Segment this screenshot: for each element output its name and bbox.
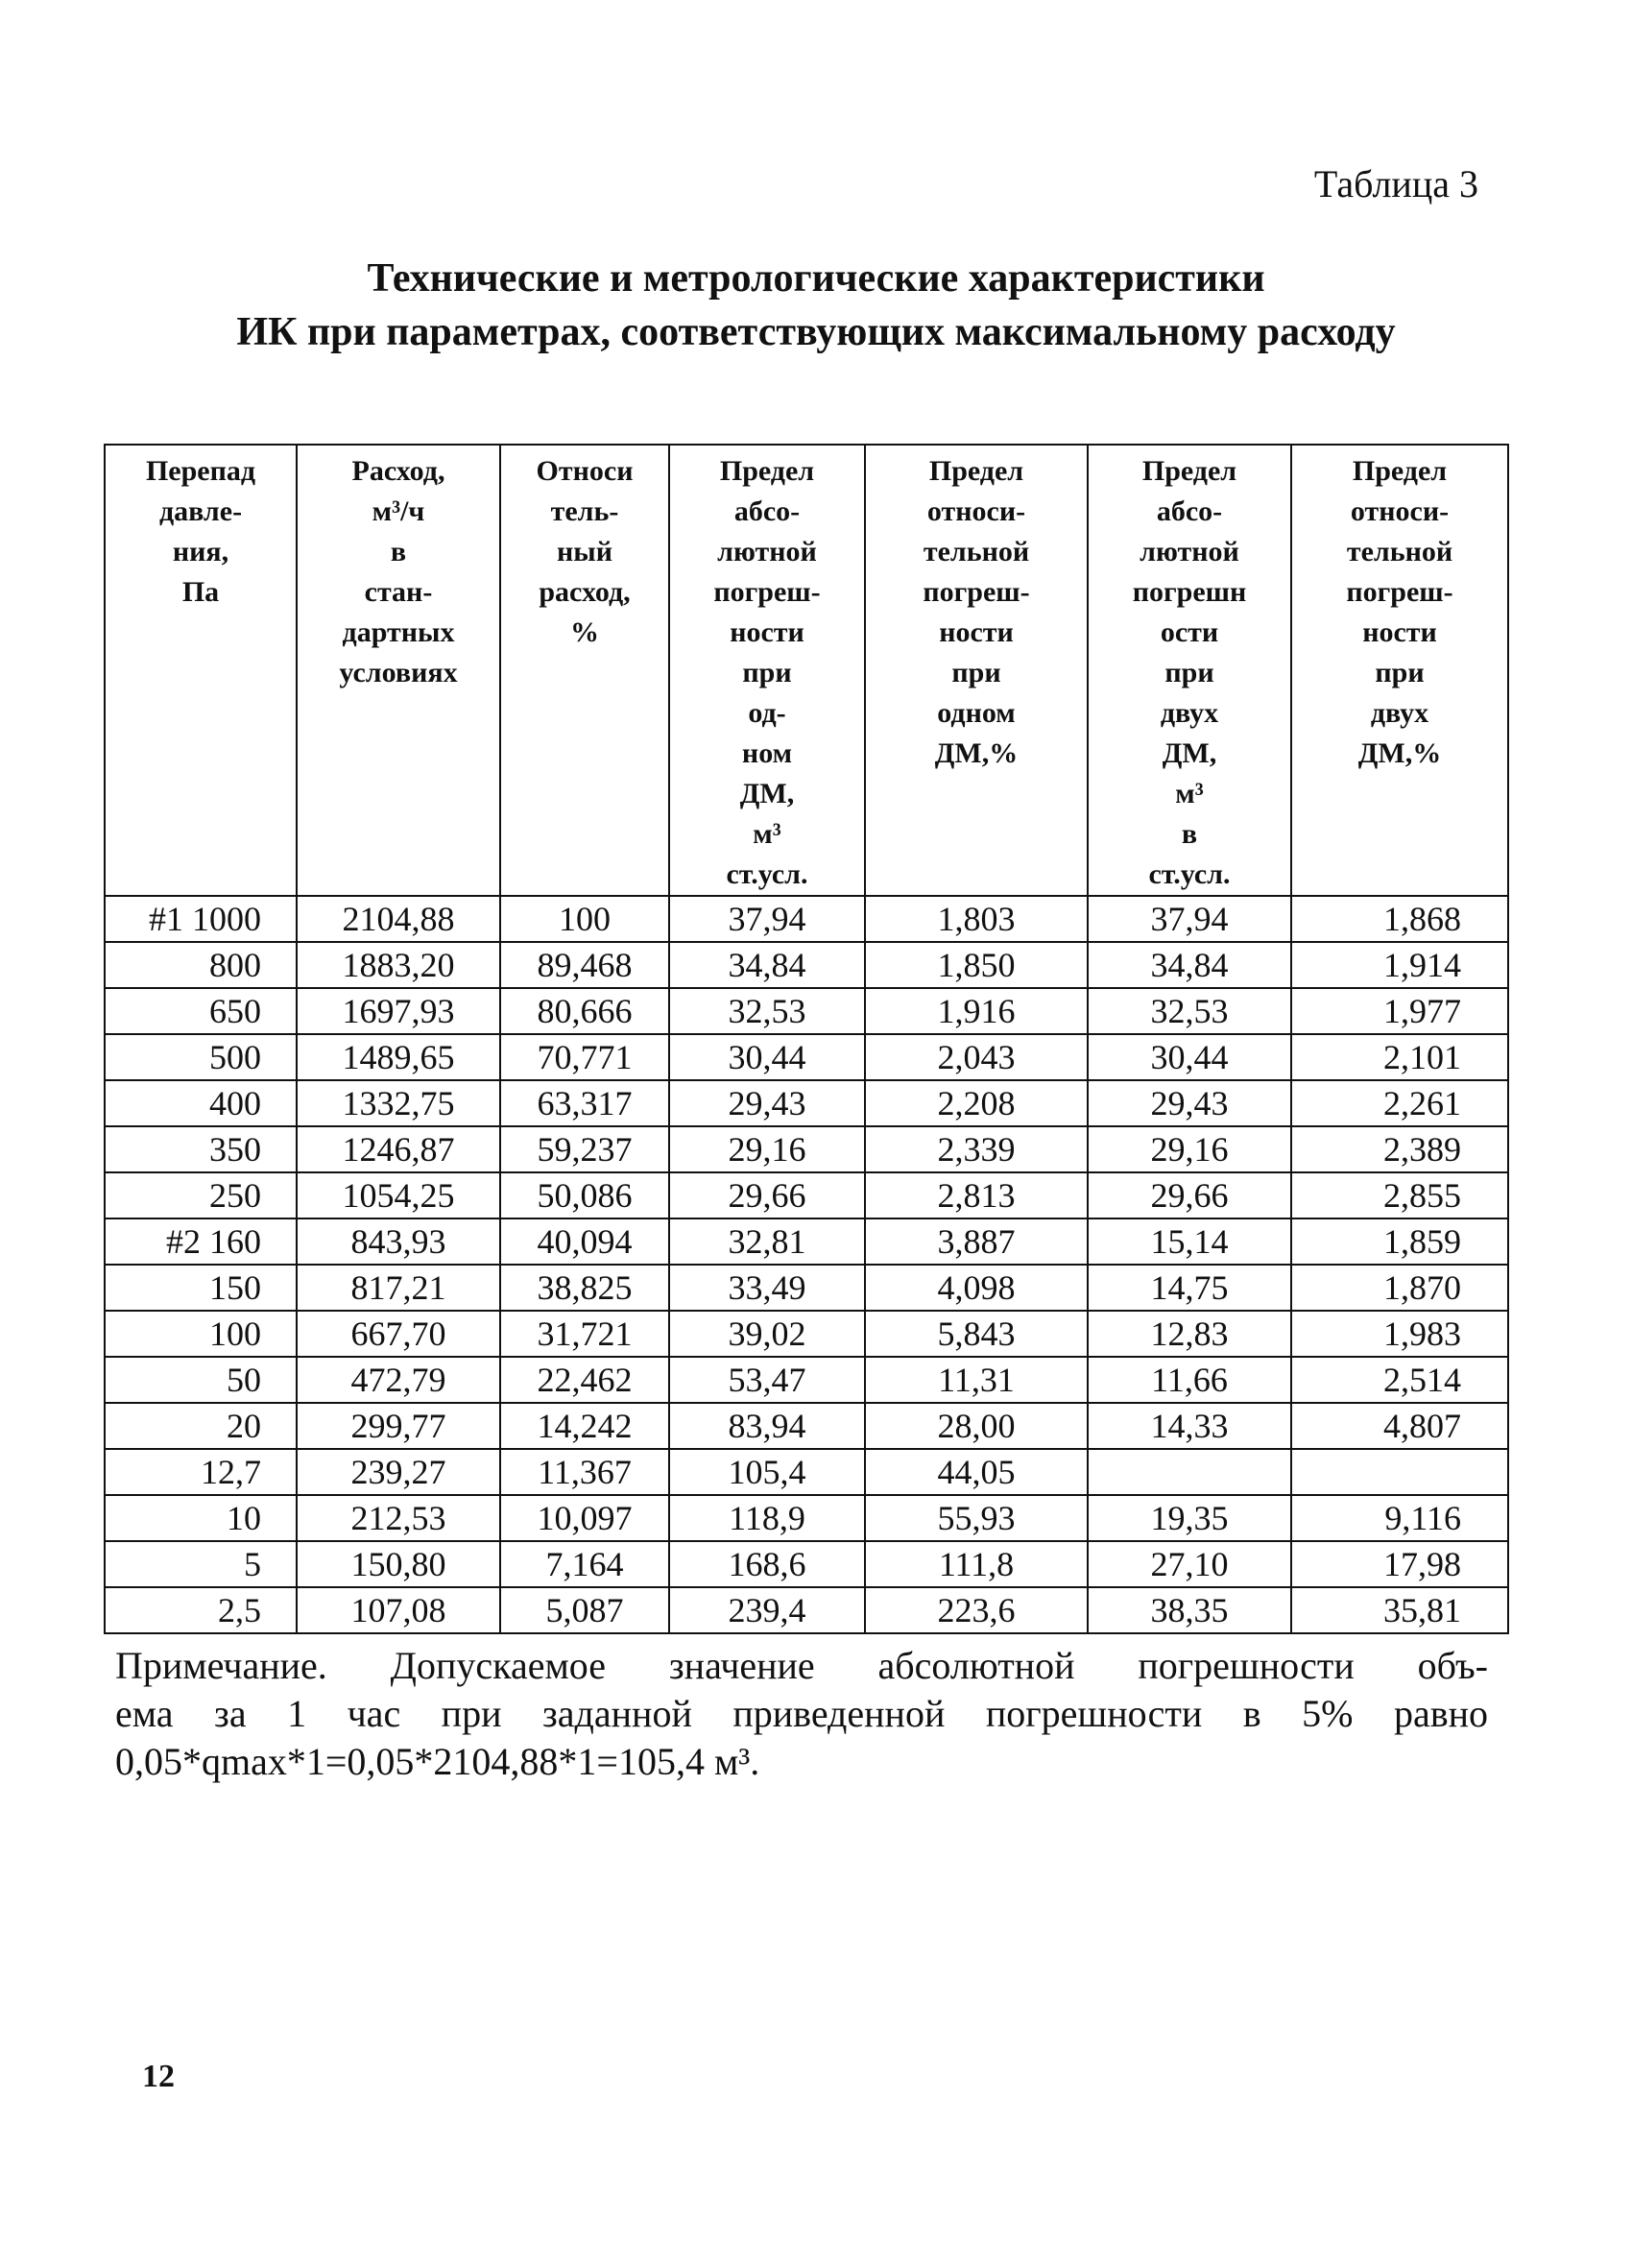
table-cell: 12,83 — [1088, 1311, 1291, 1357]
table-cell: 500 — [105, 1034, 297, 1080]
table-cell: 27,10 — [1088, 1541, 1291, 1587]
table-cell: 1,868 — [1291, 896, 1508, 942]
table-cell: 39,02 — [669, 1311, 865, 1357]
table-body — [105, 896, 1508, 1633]
table-cell: 34,84 — [1088, 942, 1291, 988]
column-header: Перепад давле- ния, Па — [105, 445, 297, 896]
table-cell: 2,101 — [1291, 1034, 1508, 1080]
table-cell: 105,4 — [669, 1449, 865, 1495]
table-cell: 20 — [105, 1403, 297, 1449]
table-row — [105, 1080, 1508, 1126]
table-cell — [1291, 1449, 1508, 1495]
table-cell: 28,00 — [865, 1403, 1088, 1449]
table-cell: 37,94 — [669, 896, 865, 942]
table-cell: 1697,93 — [297, 988, 500, 1034]
table-cell: 31,721 — [500, 1311, 669, 1357]
table-cell: 11,66 — [1088, 1357, 1291, 1403]
table-header-row — [105, 445, 1508, 896]
table-cell: 5,843 — [865, 1311, 1088, 1357]
table-cell: 2,389 — [1291, 1126, 1508, 1172]
table-cell: 212,53 — [297, 1495, 500, 1541]
table-title-line-2: ИК при параметрах, соответствующих максимальному расходу — [236, 310, 1396, 354]
table-row — [105, 1403, 1508, 1449]
table-row — [105, 1265, 1508, 1311]
table-cell: 843,93 — [297, 1218, 500, 1265]
table-cell: 33,49 — [669, 1265, 865, 1311]
table-cell: 100 — [105, 1311, 297, 1357]
column-header: Относи тель- ный расход, % — [500, 445, 669, 896]
table-cell: 100 — [500, 896, 669, 942]
table-cell: 29,43 — [669, 1080, 865, 1126]
table-cell: 14,75 — [1088, 1265, 1291, 1311]
table-cell: 667,70 — [297, 1311, 500, 1357]
table-cell: 4,807 — [1291, 1403, 1508, 1449]
table-row — [105, 1172, 1508, 1218]
table-cell: 2,339 — [865, 1126, 1088, 1172]
table-cell: 55,93 — [865, 1495, 1088, 1541]
table-cell: 34,84 — [669, 942, 865, 988]
table-cell: 50 — [105, 1357, 297, 1403]
table-cell: 10 — [105, 1495, 297, 1541]
table-row — [105, 1311, 1508, 1357]
table-cell: 19,35 — [1088, 1495, 1291, 1541]
table-cell: 250 — [105, 1172, 297, 1218]
table-cell: 2,043 — [865, 1034, 1088, 1080]
table-cell: 44,05 — [865, 1449, 1088, 1495]
table-cell: 1054,25 — [297, 1172, 500, 1218]
table-cell: 5,087 — [500, 1587, 669, 1633]
table-cell: 1246,87 — [297, 1126, 500, 1172]
table-cell: 35,81 — [1291, 1587, 1508, 1633]
table-row — [105, 1218, 1508, 1265]
table-cell: 107,08 — [297, 1587, 500, 1633]
table-cell: 150,80 — [297, 1541, 500, 1587]
table-cell: 80,666 — [500, 988, 669, 1034]
table-cell: 83,94 — [669, 1403, 865, 1449]
table-cell: 29,66 — [1088, 1172, 1291, 1218]
table-cell: 239,4 — [669, 1587, 865, 1633]
table-cell: 1,859 — [1291, 1218, 1508, 1265]
table-cell: 1,916 — [865, 988, 1088, 1034]
table-cell: 1,870 — [1291, 1265, 1508, 1311]
table-cell: 59,237 — [500, 1126, 669, 1172]
table-cell: 223,6 — [865, 1587, 1088, 1633]
table-cell: 2,514 — [1291, 1357, 1508, 1403]
table-cell: 30,44 — [1088, 1034, 1291, 1080]
table-row — [105, 1034, 1508, 1080]
table-cell: 32,81 — [669, 1218, 865, 1265]
table-cell: 1,983 — [1291, 1311, 1508, 1357]
table-cell: 1883,20 — [297, 942, 500, 988]
table-cell: 4,098 — [865, 1265, 1088, 1311]
table-row — [105, 1126, 1508, 1172]
table-row — [105, 1449, 1508, 1495]
table-cell: 2,813 — [865, 1172, 1088, 1218]
table-cell: 111,8 — [865, 1541, 1088, 1587]
table-cell: 12,7 — [105, 1449, 297, 1495]
table-cell: 38,35 — [1088, 1587, 1291, 1633]
table-cell: 7,164 — [500, 1541, 669, 1587]
table-cell: 400 — [105, 1080, 297, 1126]
table-cell: 1,914 — [1291, 942, 1508, 988]
table-cell: 40,094 — [500, 1218, 669, 1265]
table-row — [105, 1495, 1508, 1541]
table-cell: 29,16 — [669, 1126, 865, 1172]
table-cell: 239,27 — [297, 1449, 500, 1495]
table-cell: 29,16 — [1088, 1126, 1291, 1172]
table-cell: 2,261 — [1291, 1080, 1508, 1126]
table-cell: 89,468 — [500, 942, 669, 988]
table-cell: 53,47 — [669, 1357, 865, 1403]
table-cell: 14,33 — [1088, 1403, 1291, 1449]
table-cell: #2 160 — [105, 1218, 297, 1265]
table-cell: 9,116 — [1291, 1495, 1508, 1541]
column-header: Предел относи- тельной погреш- ности при двух ДМ,% — [1291, 445, 1508, 896]
table-cell: #1 1000 — [105, 896, 297, 942]
table-cell: 32,53 — [669, 988, 865, 1034]
table-cell: 17,98 — [1291, 1541, 1508, 1587]
table-cell: 1,850 — [865, 942, 1088, 988]
table-cell: 299,77 — [297, 1403, 500, 1449]
table-cell: 2,855 — [1291, 1172, 1508, 1218]
table-row — [105, 942, 1508, 988]
table-row — [105, 988, 1508, 1034]
table-cell: 11,367 — [500, 1449, 669, 1495]
column-header: Расход, м³/ч в стан- дартных условиях — [297, 445, 500, 896]
note-line: ема за 1 час при заданной приведенной погрешности в 5% равно — [115, 1692, 1488, 1735]
table-cell: 11,31 — [865, 1357, 1088, 1403]
table-cell: 1,803 — [865, 896, 1088, 942]
table-label: Таблица 3 — [1313, 162, 1478, 205]
table-cell: 2104,88 — [297, 896, 500, 942]
column-header: Предел абсо- лютной погрешн ости при двух ДМ, м³ в ст.усл. — [1088, 445, 1291, 896]
note — [115, 1642, 1488, 1786]
table-cell: 29,43 — [1088, 1080, 1291, 1126]
table-row — [105, 1357, 1508, 1403]
table-cell: 22,462 — [500, 1357, 669, 1403]
table-cell: 1332,75 — [297, 1080, 500, 1126]
table-cell: 150 — [105, 1265, 297, 1311]
table-row — [105, 1587, 1508, 1633]
table-cell: 38,825 — [500, 1265, 669, 1311]
table-row — [105, 1541, 1508, 1587]
table-cell: 2,208 — [865, 1080, 1088, 1126]
table-cell: 168,6 — [669, 1541, 865, 1587]
table-row — [105, 896, 1508, 942]
table-cell: 5 — [105, 1541, 297, 1587]
table-cell: 29,66 — [669, 1172, 865, 1218]
note-formula: 0,05*qmax*1=0,05*2104,88*1=105,4 м³. — [115, 1740, 760, 1783]
note-line: Примечание. Допускаемое значение абсолютной погрешности объ- — [115, 1644, 1488, 1687]
table-cell: 15,14 — [1088, 1218, 1291, 1265]
table-cell: 118,9 — [669, 1495, 865, 1541]
table-cell: 50,086 — [500, 1172, 669, 1218]
table-cell: 800 — [105, 942, 297, 988]
table-cell: 350 — [105, 1126, 297, 1172]
table-cell: 1,977 — [1291, 988, 1508, 1034]
table-cell: 2,5 — [105, 1587, 297, 1633]
table-cell: 650 — [105, 988, 297, 1034]
table-cell — [1088, 1449, 1291, 1495]
column-header: Предел относи- тельной погреш- ности при одном ДМ,% — [865, 445, 1088, 896]
table-cell: 30,44 — [669, 1034, 865, 1080]
column-header: Предел абсо- лютной погреш- ности при од- ном ДМ, м³ ст.усл. — [669, 445, 865, 896]
table-cell: 14,242 — [500, 1403, 669, 1449]
table-cell: 37,94 — [1088, 896, 1291, 942]
page-number: 12 — [142, 2059, 175, 2094]
characteristics-table — [104, 444, 1509, 1634]
table-cell: 3,887 — [865, 1218, 1088, 1265]
table-cell: 1489,65 — [297, 1034, 500, 1080]
table-cell: 817,21 — [297, 1265, 500, 1311]
table-cell: 10,097 — [500, 1495, 669, 1541]
table-cell: 63,317 — [500, 1080, 669, 1126]
table-cell: 32,53 — [1088, 988, 1291, 1034]
table-cell: 472,79 — [297, 1357, 500, 1403]
table-title-line-1: Технические и метрологические характеристики — [367, 256, 1265, 301]
table-cell: 70,771 — [500, 1034, 669, 1080]
